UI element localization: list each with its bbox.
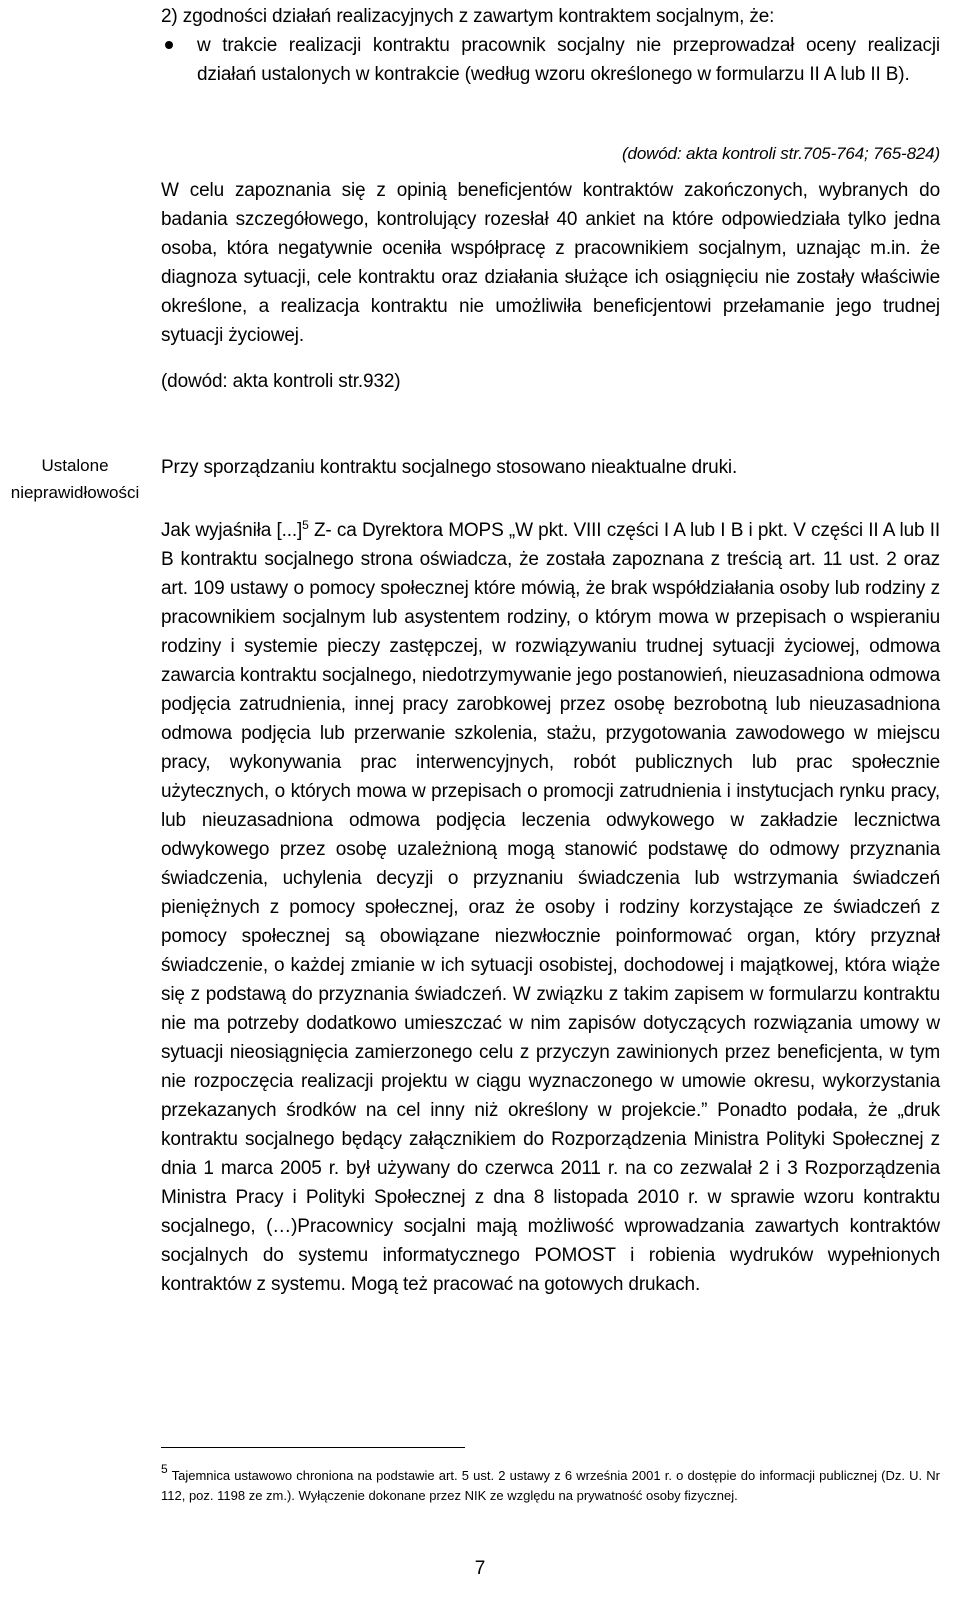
bullet-icon [165, 41, 173, 49]
footnote-reference[interactable]: 5 [302, 518, 309, 532]
paragraph-text: W celu zapoznania się z opinią beneficjentów kontraktów zakończonych, wybranych do badania szczegółowego, kontrolujący rozesłał 40 ankiet na które odpowiedziała tylko jedna osoba, która negatywnie oceniła współpracę z pracownikiem socjalnym, uznając m.in. że diagnoza sytuacji, cele kontraktu oraz działania służące ich osiągnięciu nie zostały właściwie określone, a realizacja kontraktu nie umożliwiła beneficjentowi przełamanie jego trudnej sytuacji życiowej. [161, 180, 940, 346]
finding-text: Przy sporządzaniu kontraktu socjalnego stosowano nieaktualne druki. [161, 457, 738, 478]
explanation-text-rest: Z- ca Dyrektora MOPS „W pkt. VIII części I A lub I B i pkt. V części II A lub II B kontraktu socjalnego strona oświadcza, że została zapoznana z treścią art. 11 ust. 2 oraz art. 109 ustawy o pomocy społecznej które mówią, że brak współdziałania osoby lub rodziny z pracownikiem socjalnym lub asystentem rodziny, o którym mowa w przepisach o wspieraniu rodziny i systemie pieczy zastępczej, w rozwiązywaniu trudnej sytuacji życiowej, odmowa zawarcia kontraktu socjalnego, niedotrzymywanie jego postanowień, nieuzasadniona odmowa podjęcia zatrudnienia, innej pracy zarobkowej przez osobę bezrobotną lub nieuzasadniona odmowa podjęcia lub przerwanie szkolenia, stażu, przygotowania zawodowego w miejscu pracy, wykonywania prac interwencyjnych, robót publicznych lub prac społecznie użytecznych, o których mowa w przepisach o promocji zatrudnienia i instytucjach rynku pracy, lub nieuzasadniona odmowa podjęcia leczenia odwykowego w zakładzie lecznictwa odwykowego przez osobę uzależnioną mogą stanowić podstawę do odmowy przyznania świadczenia, uchylenia decyzji o przyznaniu świadczenia lub wstrzymania świadczeń pieniężnych z pomocy społecznej, oraz że osoby i rodziny korzystające ze świadczeń z pomocy społecznej są obowiązane niezwłocznie poinformować organ, który przyznał świadczenie, o każdej zmianie w ich sytuacji osobistej, dochodowej i majątkowej, która wiąże się z podstawą do przyznania świadczeń. W związku z takim zapisem w formularzu kontraktu nie ma potrzeby dodatkowo umieszczać w nim zapisów dotyczących rozwiązania umowy w sytuacji nieosiągnięcia zamierzonego celu z przyczyn zawinionych przez beneficjenta, w tym nie rozpoczęcia realizacji projektu w ciągu wyznaczonego w umowie okresu, wykorzystania przekazanych środków na cel inny niż określony w projekcie.” Ponadto podała, że „druk kontraktu socjalnego będący załącznikiem do Rozporządzenia Ministra Polityki Społecznej z dnia 1 marca 2005 r. był używany do czerwca 2011 r. na co zezwalał 2 i 3 Rozporządzenia Ministra Pracy i Polityki Społecznej z dna 8 listopada 2010 r. w sprawie wzoru kontraktu socjalnego, (…)Pracownicy socjalni mają możliwość wprowadzania zawartych kontraktów socjalnych do systemu informatycznego POMOST i robienia wydruków wypełnionych kontraktów z systemu. Mogą też pracować na gotowych drukach. [161, 520, 940, 1295]
footnote-text: Tajemnica ustawowo chroniona na podstawie art. 5 ust. 2 ustawy z 6 września 2001 r. o dostępie do informacji publicznej (Dz. U. Nr 112, poz. 1198 ze zm.). Wyłączenie dokonane przez NIK ze względu na prywatność osoby fizycznej. [161, 1468, 940, 1503]
evidence-text: (dowód: akta kontroli str.932) [161, 371, 401, 392]
bullet-list [161, 31, 940, 89]
survey-paragraph [161, 176, 940, 350]
evidence-reference-1 [161, 139, 940, 168]
side-label-line: Ustalone [41, 456, 109, 475]
section-heading [161, 2, 940, 31]
side-label-irregularities [0, 452, 150, 506]
side-label-line: nieprawidłowości [10, 483, 140, 502]
evidence-text: (dowód: akta kontroli str.705-764; 765-824) [622, 144, 940, 163]
footnote-number: 5 [161, 1462, 168, 1476]
explanation-text-start: Jak wyjaśniła [...] [161, 520, 303, 541]
footnote-divider [161, 1447, 465, 1448]
footnote [161, 1462, 940, 1506]
heading-text: 2) zgodności działań realizacyjnych z zawartym kontraktem socjalnym, że: [161, 6, 775, 27]
finding-statement [161, 453, 940, 482]
page-number: 7 [474, 1558, 486, 1579]
evidence-reference-2 [161, 367, 940, 396]
bullet-text: w trakcie realizacji kontraktu pracownik socjalny nie przeprowadzał oceny realizacji działań ustalonych w kontrakcie (według wzoru określonego w formularzu II A lub II B). [197, 35, 940, 85]
explanation-paragraph [161, 516, 940, 1299]
list-item [161, 31, 940, 89]
